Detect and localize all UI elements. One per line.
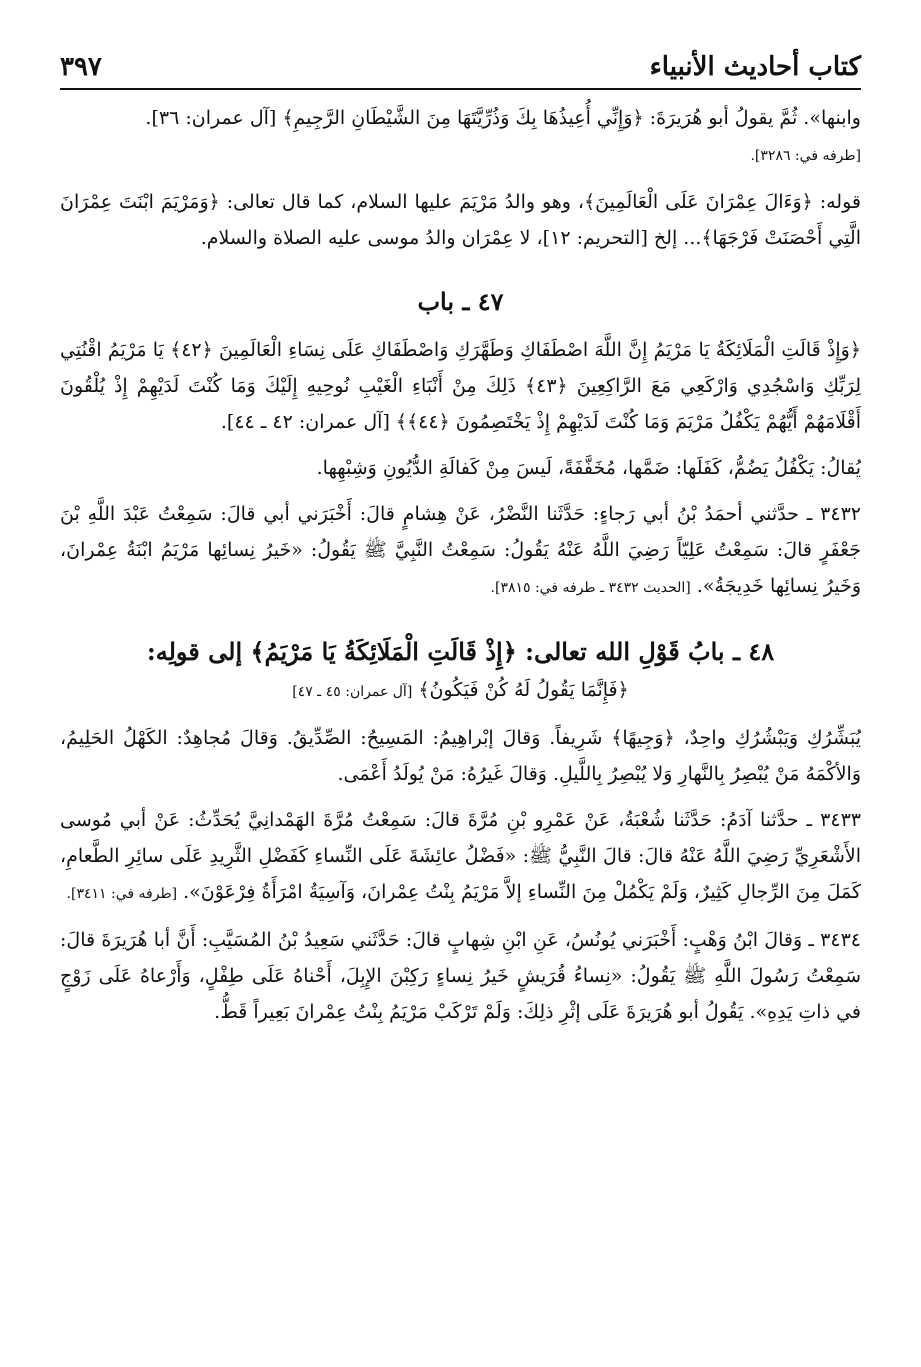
chapter-47-heading: ٤٧ ـ باب (417, 287, 504, 316)
hadith-3432 (60, 496, 861, 606)
chapter-48-subheading (60, 672, 861, 710)
paragraph-definitions: يُبَشِّرُكِ وَيَبْشُرُكِ واحِدٌ، ﴿وَجِيهًا﴾ شَرِيفاً. وَقالَ إبْراهِيمُ: المَسِيحُ: الصِّدِّيقُ. وَقالَ مُجاهِدٌ: الكَهْلُ الحَلِيمُ، وَالأكْمَهُ مَنْ يُبْصِرُ بِالنَّهارِ وَلا يُبْصِرُ بِاللَّيلِ. وَقالَ غَيرُهُ: مَنْ يُولَدُ أَعْمَى. (60, 727, 861, 785)
paragraph-commentary: قوله: ﴿وَءَالَ عِمْرَانَ عَلَى الْعَالَمِينَ﴾، وهو والدُ مَرْيَمَ عليها السلام، كما قال تعالى: ﴿وَمَرْيَمَ ابْنَتَ عِمْرَانَ الَّتِي أَحْصَنَتْ فَرْجَهَا﴾... إلخ [التحريم: ١٢]، لا عِمْرَان والدُ موسى عليه الصلاة والسلام. (60, 191, 861, 249)
paragraph-ref-3286 (60, 136, 861, 174)
hadith-3433-ref: [طرفه في: ٣٤١١]. (66, 886, 178, 902)
book-title: كتاب أحاديث الأنبياء (649, 52, 861, 82)
cross-reference: [طرفه في: ٣٢٨٦]. (750, 148, 861, 164)
hadith-3432-text: ٣٤٣٢ ـ حدَّثني أحمَدُ بْنُ أبي رَجاءٍ: حَدَّثَنا النَّضْرُ، عَنْ هِشامٍ قالَ: أَخْبَرَني أبي قالَ: سَمِعْتُ عَبْدَ اللَّهِ بْنَ جَعْفَرٍ قالَ: سَمِعْتُ عَلِيّاً رَضِيَ اللَّهُ عَنْهُ يَقُولُ: سَمِعْتُ النَّبِيَّ ﷺ يَقُولُ: «خَيرُ نِسائِها مَرْيَمُ ابْنَةُ عِمْرانَ، وَخَيرُ نِسائِها خَدِيجَةُ». (60, 503, 861, 597)
page-header (60, 52, 861, 90)
chapter-48-heading: ٤٨ ـ بابُ قَوْلِ الله تعالى: ﴿إِذْ قَالَتِ الْمَلَائِكَةُ يَا مَرْيَمُ﴾ إلى قولِه: (146, 637, 775, 666)
page-number: ٣٩٧ (60, 52, 102, 82)
paragraph-quran-36 (60, 100, 861, 136)
text-p1: وابنها». ثُمَّ يقولُ أبو هُرَيرَةَ: ﴿وَإِنِّي أُعِيذُهَا بِكَ وَذُرِّيَّتَهَا مِنَ الشَّيْطَانِ الرَّجِيمِ﴾ [آل عمران: ٣٦]. (145, 107, 861, 129)
hadith-3432-ref: [الحديث ٣٤٣٢ ـ طرفه في: ٣٨١٥]. (490, 580, 691, 596)
hadith-3433 (60, 802, 861, 912)
chapter-48-verse: ﴿فَإِنَّمَا يَقُولُ لَهُ كُنْ فَيَكُونُ﴾ (418, 679, 629, 701)
quran-passage-42-44: ﴿وَإِذْ قَالَتِ الْمَلَائِكَةُ يَا مَرْيَمُ إِنَّ اللَّهَ اصْطَفَاكِ وَطَهَّرَكِ وَاصْطَفَاكِ عَلَى نِسَاءِ الْعَالَمِينَ ﴿٤٢﴾ يَا مَرْيَمُ اقْنُتِي لِرَبِّكِ وَاسْجُدِي وَارْكَعِي مَعَ الرَّاكِعِينَ ﴿٤٣﴾ ذَلِكَ مِنْ أَنْبَاءِ الْغَيْبِ نُوحِيهِ إِلَيْكَ وَمَا كُنْتَ لَدَيْهِمْ إِذْ يُلْقُونَ أَقْلَامَهُمْ أَيُّهُمْ يَكْفُلُ مَرْيَمَ وَمَا كُنْتَ لَدَيْهِمْ إِذْ يَخْتَصِمُونَ ﴿٤٤﴾﴾ [آل عمران: ٤٢ ـ ٤٤]. (60, 339, 861, 433)
hadith-3434: ٣٤٣٤ ـ وَقالَ ابْنُ وَهْبٍ: أَخْبَرَني يُونُسُ، عَنِ ابْنِ شِهابٍ قالَ: حَدَّثَني سَعِيدُ بْنُ المُسَيَّبِ: أَنَّ أبا هُرَيرَةَ قالَ: سَمِعْتُ رَسُولَ اللَّهِ ﷺ يَقُولُ: «نِساءُ قُرَيشٍ خَيرُ نِساءٍ رَكِبْنَ الإِبِلَ، أَحْناهُ عَلَى طِفْلٍ، وَأَرْعاهُ عَلَى زَوْجٍ في ذاتِ يَدِهِ». يَقُولُ أبو هُرَيرَةَ عَلَى إثْرِ ذلِكَ: وَلَمْ تَرْكَبْ مَرْيَمُ بِنْتُ عِمْرانَ بَعِيراً قَطُّ. (60, 929, 861, 1023)
hadith-3433-text: ٣٤٣٣ ـ حدَّثنا آدَمُ: حَدَّثَنا شُعْبَةُ، عَنْ عَمْرِو بْنِ مُرَّةَ قالَ: سَمِعْتُ مُرَّةَ الهَمْدانِيَّ يُحَدِّثُ: عَنْ أبي مُوسى الأَشْعَرِيِّ رَضِيَ اللَّهُ عَنْهُ قالَ: قالَ النَّبِيُّ ﷺ: «فَضْلُ عائِشَةَ عَلَى النِّساءِ كَفَضْلِ الثَّرِيدِ عَلَى سائِرِ الطَّعامِ، كَمَلَ مِنَ الرِّجالِ كَثِيرٌ، وَلَمْ يَكْمُلْ مِنَ النِّساءِ إلاَّ مَرْيَمُ بِنْتُ عِمْرانَ، وَآسِيَةُ امْرَأَةُ فِرْعَوْنَ». (60, 809, 861, 903)
chapter-48-ref: [آل عمران: ٤٥ ـ ٤٧] (292, 684, 413, 700)
paragraph-kafala: يُقالُ: يَكْفُلُ يَضُمُّ، كَفَلَها: ضَمَّها، مُخَفَّفَةً، لَيسَ مِنْ كَفالَةِ الدُّيُونِ وَشِبْهِها. (316, 457, 861, 479)
